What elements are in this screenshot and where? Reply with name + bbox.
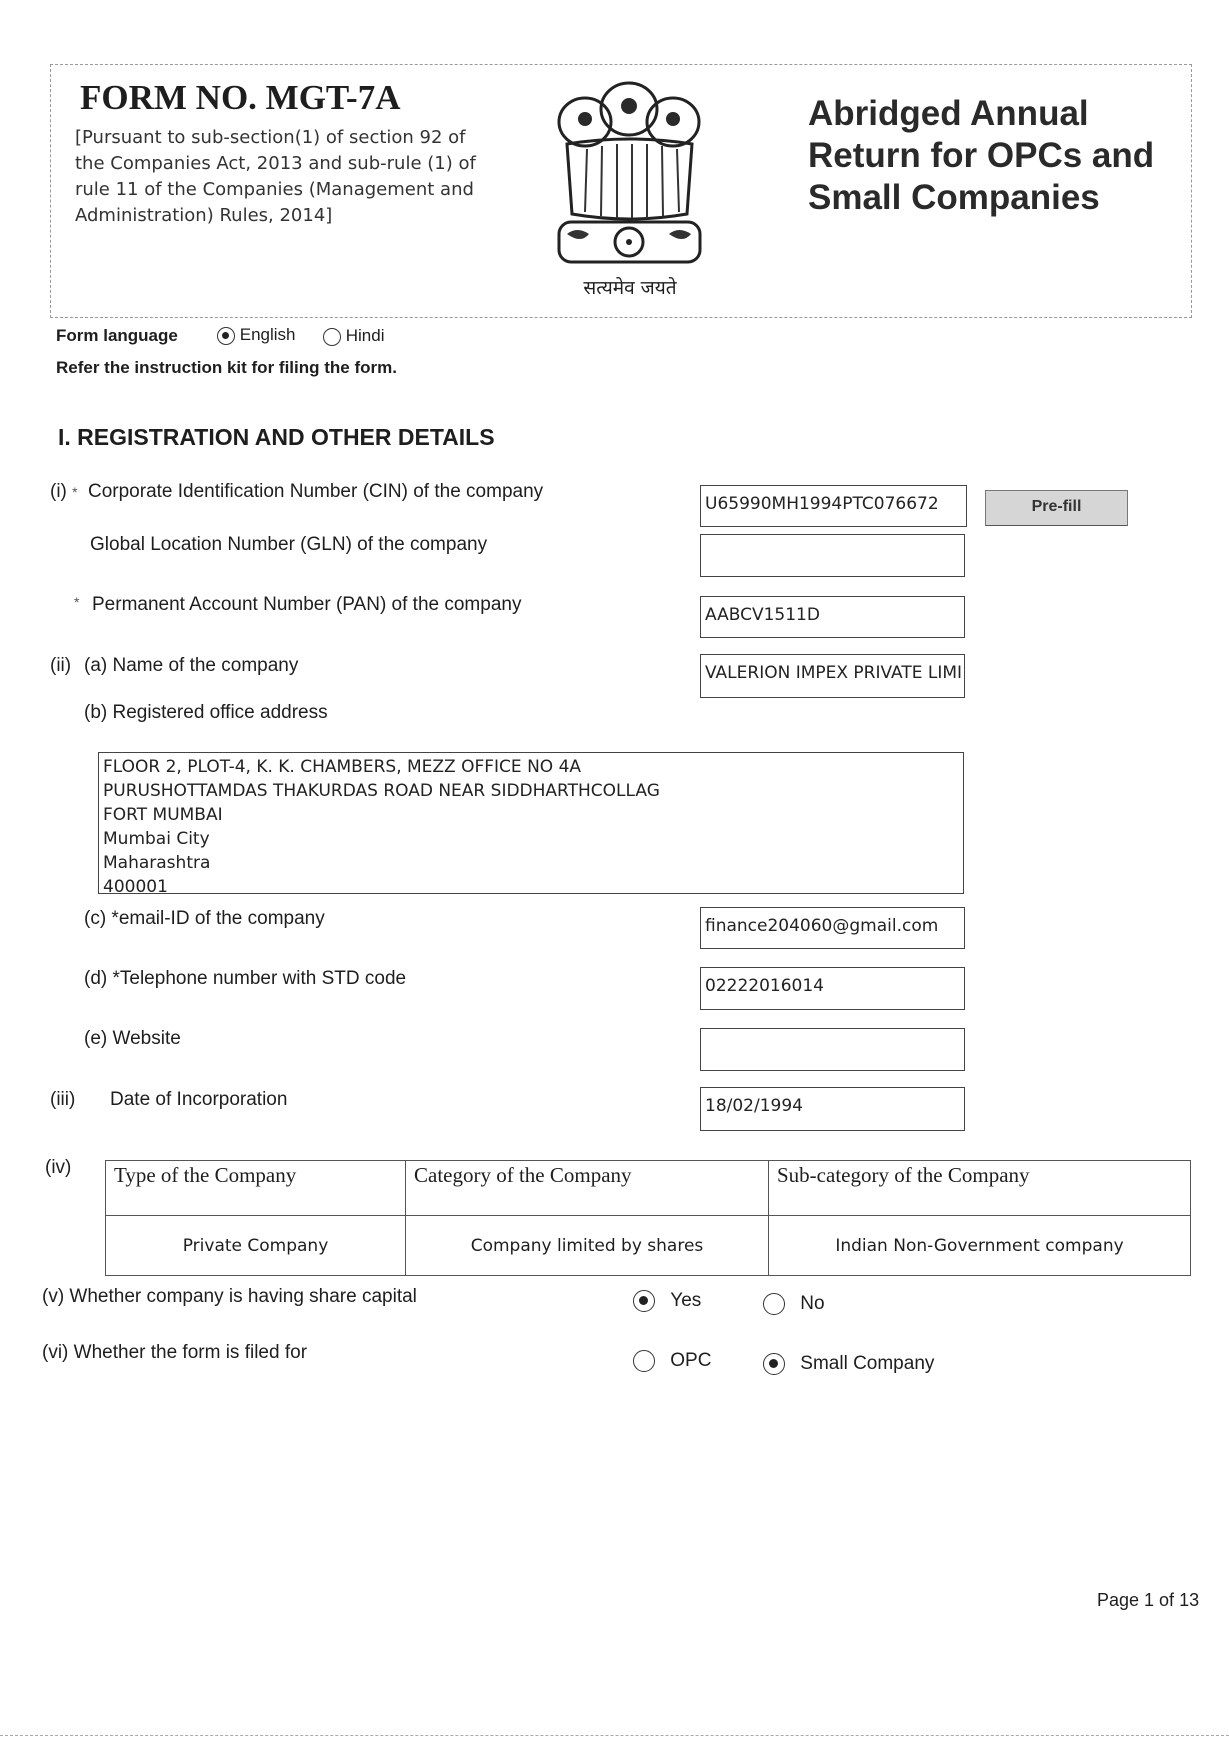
section-title: I. REGISTRATION AND OTHER DETAILS — [58, 424, 495, 450]
pan-label: Permanent Account Number (PAN) of the company — [92, 594, 522, 615]
return-title-line1: Abridged Annual — [808, 94, 1089, 133]
gln-label: Global Location Number (GLN) of the company — [90, 534, 488, 555]
header-type: Type of the Company — [106, 1161, 406, 1216]
page-number: Page 1 of 13 — [1097, 1590, 1200, 1610]
address-line: 400001 — [103, 877, 168, 894]
opc-label: OPC — [670, 1350, 712, 1372]
form-language-label: Form language — [56, 326, 178, 345]
company-type-table — [105, 1160, 1191, 1276]
address-line: PURUSHOTTAMDAS THAKURDAS ROAD NEAR SIDDHARTHCOLLAG — [103, 781, 660, 801]
radio-english[interactable] — [217, 327, 235, 345]
company-table-value-row — [106, 1216, 1191, 1276]
website-label: (e) Website — [84, 1028, 181, 1049]
radio-hindi[interactable] — [323, 328, 341, 346]
language-hindi-label: Hindi — [345, 326, 385, 345]
form-pursuant-text: [Pursuant to sub-section(1) of section 92 of the Companies Act, 2013 and sub-rule (1) of rule 11 of the Companies (Management and Administration) Rules, 2014] — [75, 127, 476, 226]
radio-share-capital-no[interactable] — [763, 1293, 785, 1315]
address-textarea[interactable] — [98, 752, 964, 894]
pan-input[interactable]: AABCV1511D — [700, 596, 965, 638]
filed-for-label: (vi) Whether the form is filed for — [42, 1342, 308, 1363]
cin-label: Corporate Identification Number (CIN) of the company — [88, 481, 544, 502]
company-name-input[interactable]: VALERION IMPEX PRIVATE LIMI — [700, 654, 965, 698]
value-type: Private Company — [106, 1216, 406, 1276]
value-category: Company limited by shares — [406, 1216, 769, 1276]
gln-input[interactable] — [700, 534, 965, 577]
yes-label: Yes — [670, 1290, 702, 1312]
share-capital-no-option[interactable] — [763, 1293, 825, 1315]
radio-share-capital-yes[interactable] — [633, 1290, 655, 1312]
website-input[interactable] — [700, 1028, 965, 1071]
return-title-line2: Return for OPCs and — [808, 136, 1155, 175]
return-title — [808, 93, 1188, 219]
cin-number: (i) — [50, 481, 67, 502]
page-bottom-divider — [0, 1735, 1229, 1736]
share-capital-label: (v) Whether company is having share capital — [42, 1286, 417, 1307]
address-line: FLOOR 2, PLOT-4, K. K. CHAMBERS, MEZZ OFFICE NO 4A — [103, 757, 582, 777]
phone-input[interactable]: 02222016014 — [700, 967, 965, 1010]
radio-opc[interactable] — [633, 1350, 655, 1372]
email-input[interactable]: finance204060@gmail.com — [700, 907, 965, 949]
doi-row-number: (iii) — [50, 1089, 76, 1110]
cin-input[interactable]: U65990MH1994PTC076672 — [700, 485, 967, 527]
filed-for-small-company-option[interactable] — [763, 1353, 934, 1375]
name-row-number: (ii) — [50, 655, 72, 676]
language-english-label: English — [239, 325, 296, 344]
emblem-motto: सत्यमेव जयते — [583, 277, 677, 299]
value-subcategory: Indian Non-Government company — [769, 1216, 1191, 1276]
address-label: (b) Registered office address — [84, 702, 328, 723]
pan-required-star: * — [74, 594, 80, 610]
share-capital-yes-option[interactable] — [633, 1290, 701, 1312]
no-label: No — [800, 1293, 825, 1315]
instruction-text: Refer the instruction kit for filing the form. — [56, 358, 397, 377]
language-hindi-option[interactable] — [323, 326, 384, 346]
doi-input[interactable]: 18/02/1994 — [700, 1087, 965, 1131]
email-label: (c) *email-ID of the company — [84, 908, 325, 929]
address-line: Mumbai City — [103, 829, 210, 849]
company-name-label: (a) Name of the company — [84, 655, 299, 676]
cin-required-star: * — [72, 484, 78, 500]
company-table-number: (iv) — [45, 1157, 72, 1178]
radio-small-company[interactable] — [763, 1353, 785, 1375]
header-subcategory: Sub-category of the Company — [769, 1161, 1191, 1216]
return-title-line3: Small Companies — [808, 178, 1100, 217]
language-english-option[interactable] — [217, 325, 296, 345]
prefill-button[interactable]: Pre-fill — [985, 490, 1128, 526]
small-company-label: Small Company — [800, 1353, 935, 1375]
phone-label: (d) *Telephone number with STD code — [84, 968, 407, 989]
form-number-title: FORM NO. MGT-7A — [80, 78, 401, 117]
company-table-header-row — [106, 1161, 1191, 1216]
cin-row-number — [50, 481, 78, 503]
address-line: FORT MUMBAI — [103, 805, 223, 825]
doi-label: Date of Incorporation — [110, 1089, 288, 1110]
filed-for-opc-option[interactable] — [633, 1350, 711, 1372]
header-category: Category of the Company — [406, 1161, 769, 1216]
national-emblem-icon — [547, 74, 712, 274]
address-line: Maharashtra — [103, 853, 211, 873]
